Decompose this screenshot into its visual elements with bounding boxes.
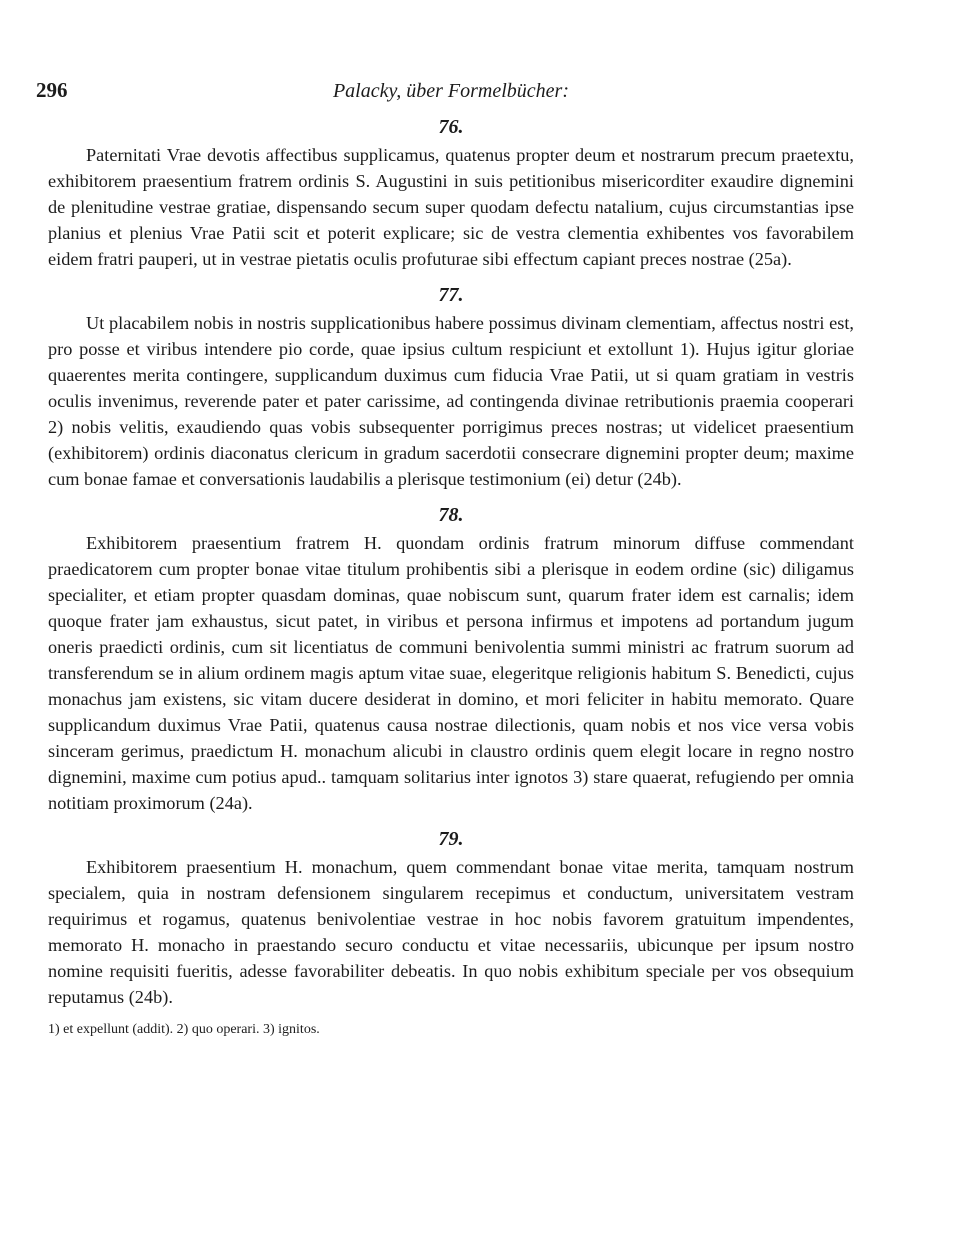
section-number: 76. — [438, 116, 464, 138]
section-text: Exhibitorem praesentium fratrem H. quondam ordinis fratrum minorum diffuse commendant praedicatorem cum propter bonae vitae titulum prohibentis sibi a plerisque in eodem ordine (sic) diligamus specialiter, et etiam propter quasdam dominas, quae nobiscum sunt, quarum frater idem est carnalis; idem quoque frater jam exhaustus, sicut patet, in viribus et persona infirmus et impotens ad portandum jugum oneris praedicti ordinis, cum sit licentiatus de communi benivolentia summi ministri ac fratrum suorum ad transferendum se in alium ordinem magis aptum vitae suae, elegeritque religionis habitum S. Benedicti, cujus monachus jam existens, sic vitam ducere desiderat in domino, et mori feliciter in habitu memorato. Quare supplicandum duximus Vrae Patii, quatenus causa nostrae dilectionis, quam nobis et nos vice versa vobis sinceram gerimus, praedictum H. monachum alicubi in claustro ordinis quem elegit locare in regno nostro dignemini, maxime cum potius apud.. tamquam solitarius inter ignotos 3) stare quaerat, refugiendo per omnia notitiam proximorum (24a). — [48, 533, 854, 813]
section-76 — [48, 112, 854, 272]
section-text: Exhibitorem praesentium H. monachum, quem commendant bonae vitae merita, tamquam nostrum specialem, quia in nostram defensionem singularem recepimus et conductum, universitatem vestram requirimus et rogamus, quatenus benivolentiae vestrae in hoc nobis favorem gratuitum impendentes, memorato H. monacho in praestando securo conductu et vitae necessariis, ubicunque per ipsum nostro nomine requisiti fueritis, adesse favorabiliter debeatis. In quo nobis exhibitum speciale per vos obsequium reputamus (24b). — [48, 857, 854, 1007]
section-77 — [48, 280, 854, 492]
section-text: Paternitati Vrae devotis affectibus supplicamus, quatenus propter deum et nostrarum precum praetextu, exhibitorem praesentium fratrem ordinis S. Augustini in suis petitionibus misericorditer exaudire dignemini de plenitudine vestrae gratiae, dispensando secum super quodam defectu natalium, cujus circumstantias ipse planius et plenius Vrae Patii scit et poterit explicare; sic de vestra clementia exhibentes vos favorabilem eidem fratri pauperi, ut in vestrae pietatis oculis profuturae sibi effectum capiant preces nostrae (25a). — [48, 145, 854, 269]
section-number: 79. — [438, 828, 464, 850]
section-text: Ut placabilem nobis in nostris supplicationibus habere possimus divinam clementiam, affectus nostri est, pro posse et viribus intendere pio corde, quae ipsius cultum respiciunt et extollunt 1). Hujus igitur gloriae quaerentes merita contingere, supplicandum duximus cum fiducia Vrae Patii, ut si quam gratiam in vestris oculis invenimus, reverende pater et pater carissime, ad contingenda divinae retributionis praemia cooperari 2) nobis velitis, exaudiendo quas vobis subsequenter porrigimus preces nostras; ut videlicet praesentium (exhibitorem) ordinis diaconatus clericum in gradum sacerdotii consecrare dignemini propter deum; maxime cum bonae famae et conversationis laudabilis a plerisque testimonium (ei) detur (24b). — [48, 313, 854, 489]
document-page — [36, 78, 854, 1040]
section-79 — [48, 824, 854, 1010]
section-78 — [48, 500, 854, 816]
page-number: 296 — [36, 78, 68, 102]
section-number: 77. — [438, 284, 464, 306]
section-number: 78. — [438, 504, 464, 526]
footnotes: 1) et expellunt (addit). 2) quo operari. 3) ignitos. — [48, 1022, 320, 1037]
running-title: Palacky, über Formelbücher: — [332, 80, 570, 102]
page-header — [36, 78, 854, 110]
